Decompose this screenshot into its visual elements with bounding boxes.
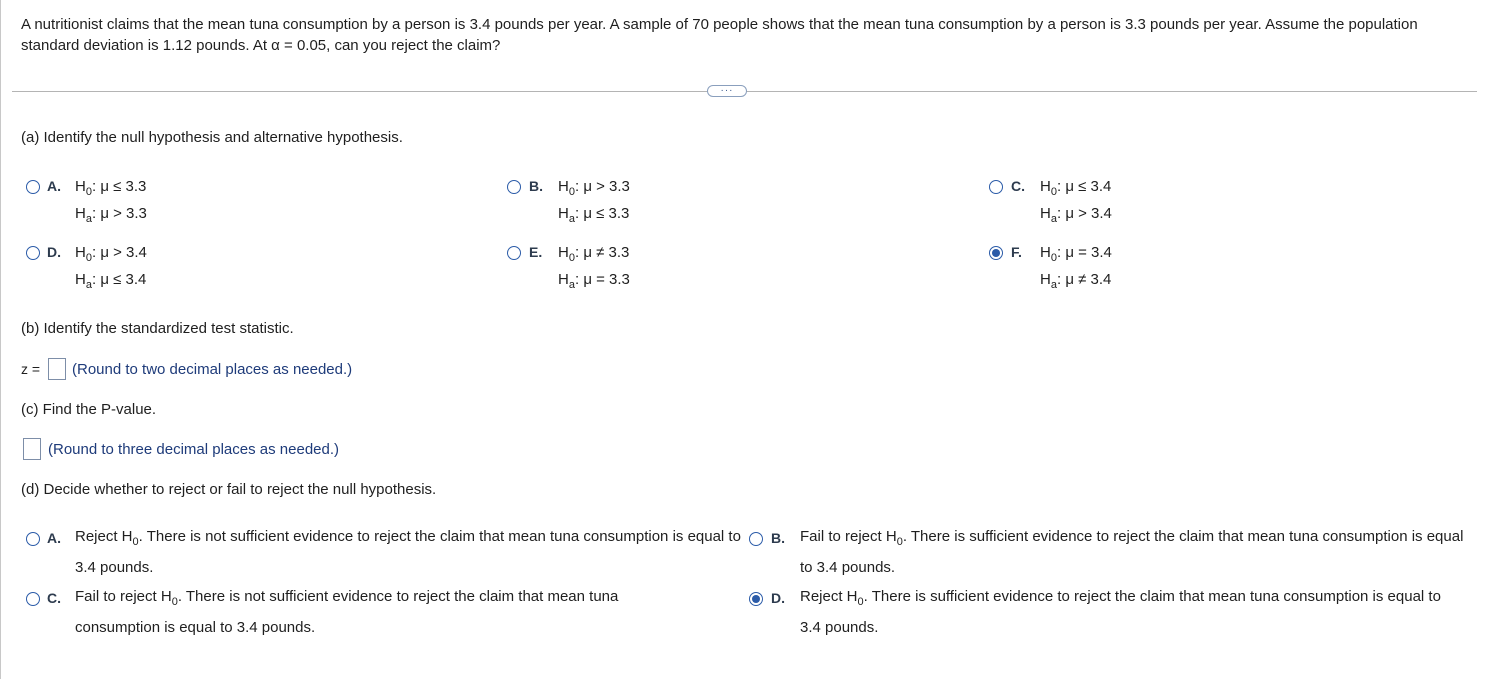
radio-button[interactable]: [507, 246, 521, 260]
option-text: Reject $H_0$. There is sufficient evidence to reject the claim that mean tuna consumption is equal to 3.4 pounds.: [800, 588, 1441, 636]
problem-statement: A nutritionist claims that the mean tuna consumption by a person is 3.4 pounds per year. A sample of 70 people shows that the mean tuna consumption by a person is 3.3 pounds per year. Assume the population standard deviation is 1.12 pounds. At α = 0.05, can you reject the claim?: [21, 16, 1418, 54]
radio-button[interactable]: [26, 246, 40, 260]
null-hypothesis: $H_0$: μ > 3.3: [558, 178, 630, 198]
null-hypothesis: $H_0$: μ = 3.4: [1040, 244, 1112, 264]
option-text: Fail to reject $H_0$. There is sufficient evidence to reject the claim that mean tuna consumption is equal to 3.4 pounds.: [800, 528, 1464, 576]
z-prefix: z =: [21, 361, 41, 377]
radio-button[interactable]: [749, 532, 763, 546]
part-b-label: (b) Identify the standardized test statistic.: [21, 320, 294, 337]
option-letter: C.: [1011, 178, 1025, 194]
option-letter: B.: [529, 178, 543, 194]
radio-button-selected[interactable]: [989, 246, 1003, 260]
alt-hypothesis: $H_a$: μ > 3.4: [1040, 205, 1112, 225]
radio-button[interactable]: [26, 532, 40, 546]
option-letter: B.: [771, 530, 785, 546]
z-value-input[interactable]: [48, 358, 66, 380]
null-hypothesis: $H_0$: μ ≤ 3.3: [75, 178, 147, 198]
alt-hypothesis: $H_a$: μ > 3.3: [75, 205, 147, 225]
expand-more-button[interactable]: ···: [707, 85, 747, 97]
option-letter: D.: [47, 244, 61, 260]
option-letter: D.: [771, 590, 785, 606]
alt-hypothesis: $H_a$: μ ≤ 3.3: [558, 205, 630, 225]
option-letter: A.: [47, 178, 61, 194]
alt-hypothesis: $H_a$: μ ≠ 3.4: [1040, 271, 1112, 291]
round-hint: (Round to two decimal places as needed.): [72, 361, 353, 378]
part-c-label: (c) Find the P-value.: [21, 401, 157, 418]
round-hint: (Round to three decimal places as needed.): [48, 441, 340, 458]
null-hypothesis: $H_0$: μ ≠ 3.3: [558, 244, 630, 264]
option-text: Reject $H_0$. There is not sufficient evidence to reject the claim that mean tuna consumption is equal to 3.4 pounds.: [75, 528, 741, 576]
option-letter: E.: [529, 244, 543, 260]
part-a-label: (a) Identify the null hypothesis and alternative hypothesis.: [21, 129, 403, 146]
part-d-label: (d) Decide whether to reject or fail to reject the null hypothesis.: [21, 481, 437, 498]
option-letter: A.: [47, 530, 61, 546]
radio-button[interactable]: [26, 180, 40, 194]
p-value-input[interactable]: [23, 438, 41, 460]
option-letter: C.: [47, 590, 61, 606]
radio-button-selected[interactable]: [749, 592, 763, 606]
option-letter: F.: [1011, 244, 1022, 260]
null-hypothesis: $H_0$: μ ≤ 3.4: [1040, 178, 1112, 198]
alt-hypothesis: $H_a$: μ ≤ 3.4: [75, 271, 147, 291]
option-text: Fail to reject $H_0$. There is not sufficient evidence to reject the claim that mean tuna consumption is equal to 3.4 pounds.: [75, 588, 619, 636]
radio-button[interactable]: [989, 180, 1003, 194]
null-hypothesis: $H_0$: μ > 3.4: [75, 244, 147, 264]
radio-button[interactable]: [507, 180, 521, 194]
alt-hypothesis: $H_a$: μ = 3.3: [558, 271, 630, 291]
frame-border: [0, 0, 1, 679]
radio-button[interactable]: [26, 592, 40, 606]
